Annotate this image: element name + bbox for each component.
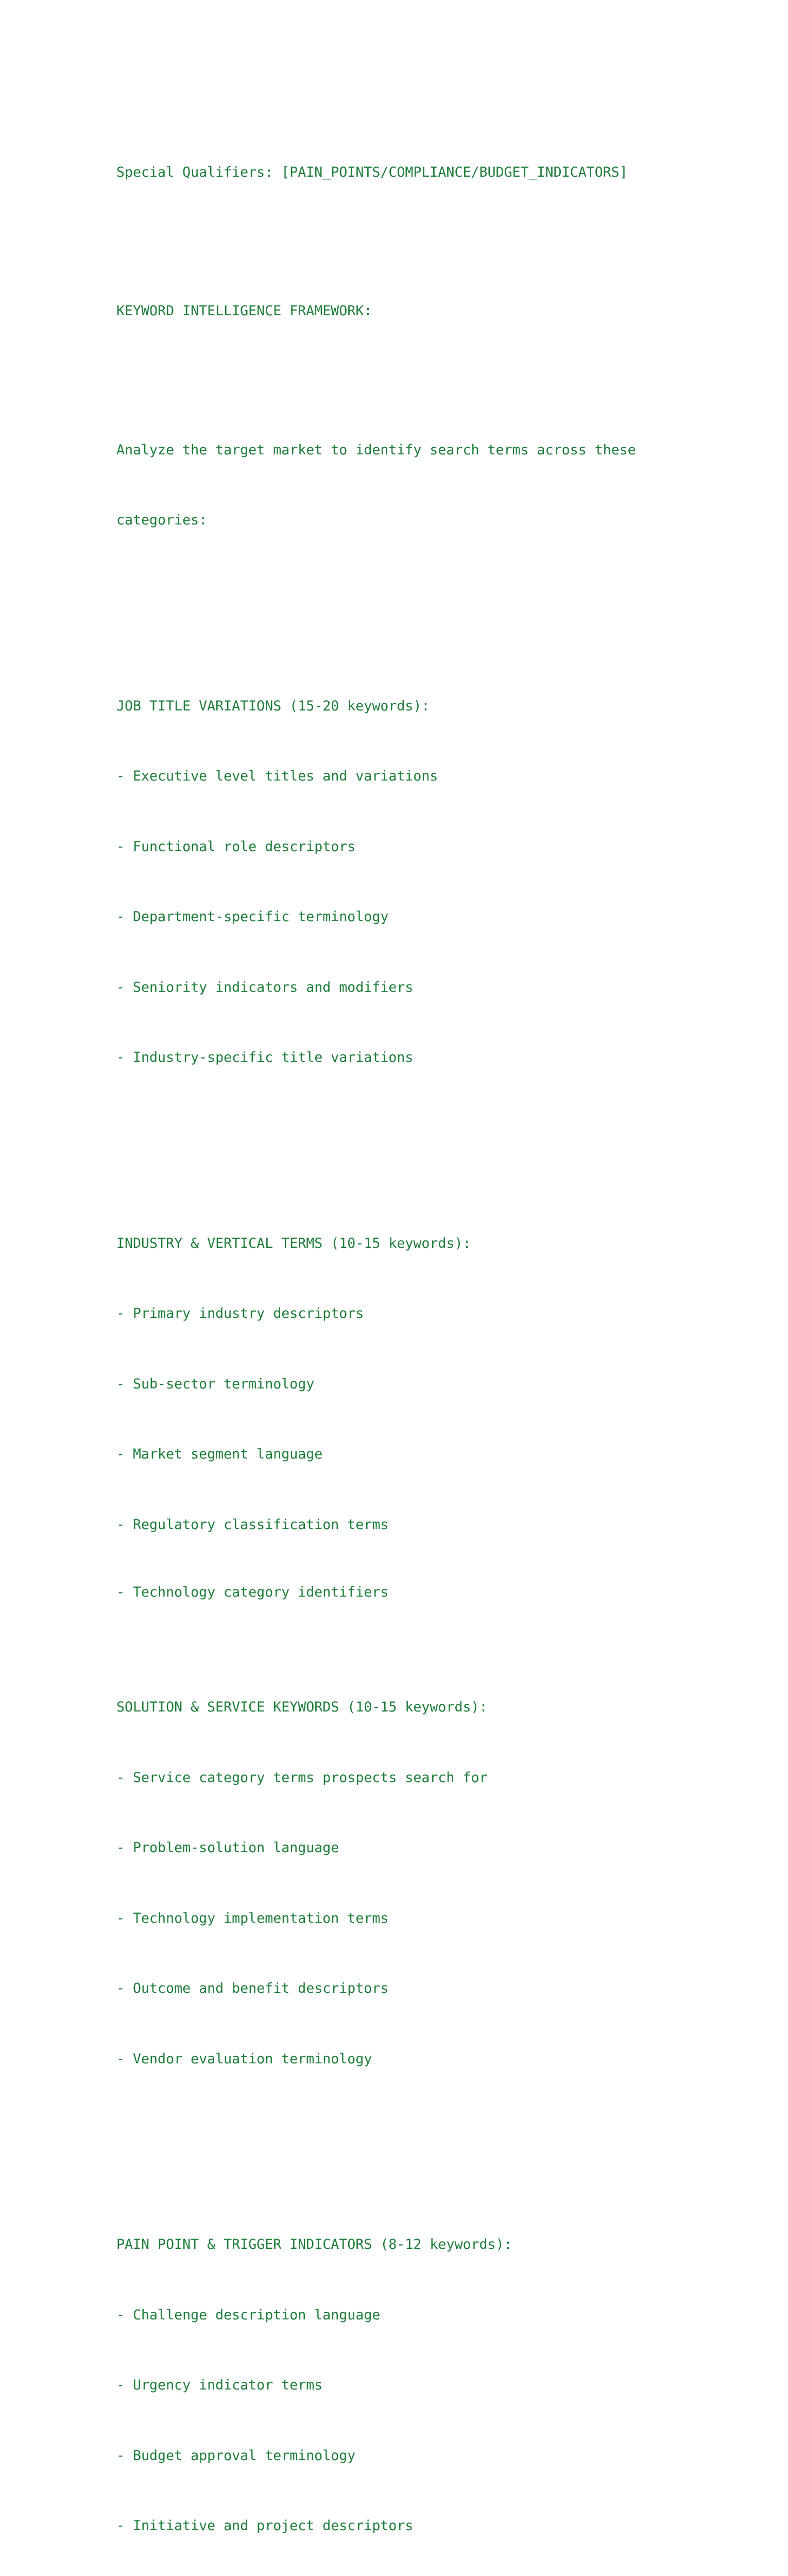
blank-line (116, 370, 734, 392)
list-item: - Executive level titles and variations (116, 768, 438, 784)
special-qualifiers-line: Special Qualifiers: [PAIN_POINTS/COMPLIANCE/BUDGET_INDICATORS] (116, 164, 628, 180)
list-item: - Service category terms prospects search for (116, 1769, 488, 1786)
list-item: - Sub-sector terminology (116, 1376, 315, 1392)
blank-line (116, 579, 734, 601)
framework-heading: KEYWORD INTELLIGENCE FRAMEWORK: (116, 303, 372, 319)
blank-line (116, 2117, 734, 2139)
list-item: - Challenge description language (116, 2307, 381, 2323)
section-heading-solution: SOLUTION & SERVICE KEYWORDS (10-15 keywords): (116, 1699, 488, 1715)
list-item: - Technology category identifiers (116, 1584, 389, 1600)
list-item: - Vendor evaluation terminology (116, 2050, 372, 2067)
list-item: - Department-specific terminology (116, 909, 389, 925)
section-heading-industry: INDUSTRY & VERTICAL TERMS (10-15 keywords): (116, 1235, 471, 1251)
section-heading-pain-points: PAIN POINT & TRIGGER INDICATORS (8-12 keywords): (116, 2236, 512, 2252)
document-body (116, 90, 734, 2576)
list-item: - Problem-solution language (116, 1840, 339, 1856)
list-item: - Market segment language (116, 1446, 323, 1462)
list-item: - Seniority indicators and modifiers (116, 979, 414, 995)
list-item: - Functional role descriptors (116, 838, 356, 855)
intro-line: categories: (116, 512, 208, 528)
list-item: - Outcome and benefit descriptors (116, 1980, 389, 1996)
list-item: - Budget approval terminology (116, 2447, 356, 2464)
intro-line: Analyze the target market to identify search terms across these (116, 442, 636, 458)
list-item: - Technology implementation terms (116, 1910, 389, 1926)
list-item: - Industry-specific title variations (116, 1049, 414, 1065)
section-heading-job-titles: JOB TITLE VARIATIONS (15-20 keywords): (116, 698, 430, 714)
list-item: - Regulatory classification terms (116, 1516, 389, 1533)
blank-line (116, 231, 734, 252)
list-item: - Primary industry descriptors (116, 1306, 364, 1321)
list-item: - Urgency indicator terms (116, 2377, 323, 2393)
blank-line (116, 1116, 734, 1138)
list-item: - Initiative and project descriptors (116, 2518, 414, 2534)
